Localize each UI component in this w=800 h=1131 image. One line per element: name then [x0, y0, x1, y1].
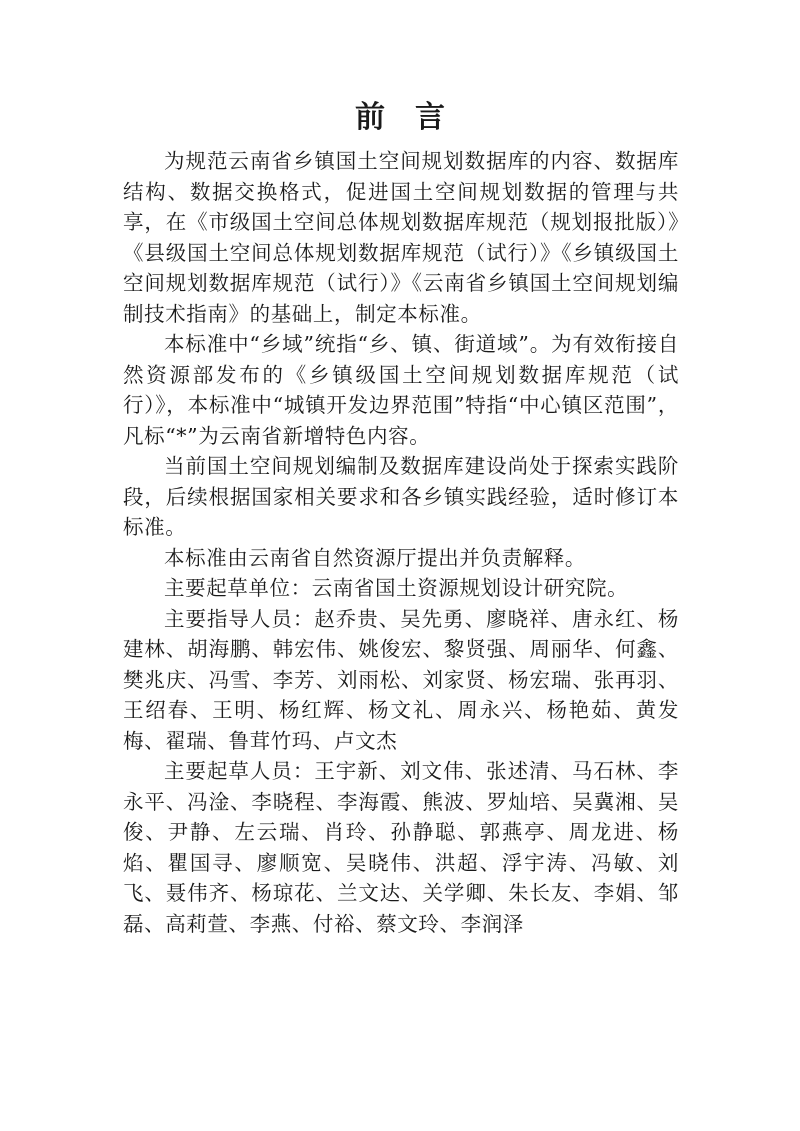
paragraph-interpretation: 本标准由云南省自然资源厅提出并负责解释。 [164, 545, 586, 570]
paragraph-revision: 当前国土空间规划编制及数据库建设尚处于探索实践阶段，后续根据国家相关要求和各乡镇实践经验，适时修订本标准。 [123, 454, 679, 539]
paragraph-purpose: 为规范云南省乡镇国土空间规划数据库的内容、数据库结构、数据交换格式，促进国土空间规划数据的管理与共享，在《市级国土空间总体规划数据库规范（规划报批版）》《县级国土空间总体规划数据库规范（试行）》《乡镇级国土空间规划数据库规范（试行）》《云南省乡镇国土空间规划编制技术指南》的基础上，制定本标准。 [123, 149, 679, 326]
page-title: 前 言 [355, 100, 445, 135]
paragraph-drafting-personnel: 主要起草人员：王宇新、刘文伟、张述清、马石林、李永平、冯淦、李晓程、李海霞、熊波、罗灿培、吴冀湘、吴俊、尹静、左云瑞、肖玲、孙静聪、郭燕亭、周龙进、杨焰、瞿国寻、廖顺宽、吴晓伟、洪超、浮宇涛、冯敏、刘飞、聂伟齐、杨琼花、兰文达、关学卿、朱长友、李娟、邹磊、高莉萱、李燕、付裕、蔡文玲、李润泽 [123, 759, 679, 936]
paragraph-drafting-unit: 主要起草单位：云南省国土资源规划设计研究院。 [164, 576, 629, 600]
paragraph-guidance-personnel: 主要指导人员：赵乔贵、吴先勇、廖晓祥、唐永红、杨建林、胡海鹏、韩宏伟、姚俊宏、黎贤强、周丽华、何鑫、樊兆庆、冯雪、李芳、刘雨松、刘家贤、杨宏瑞、张再羽、王绍春、王明、杨红辉、杨文礼、周永兴、杨艳茹、黄发梅、翟瑞、鲁茸竹玛、卢文杰 [123, 606, 679, 753]
body-text [123, 146, 679, 939]
paragraph-definitions: 本标准中“乡域”统指“乡、镇、街道域”。为有效衔接自然资源部发布的《乡镇级国土空间规划数据库规范（试行）》，本标准中“城镇开发边界范围”特指“中心镇区范围”，凡标“*”为云南省新增特色内容。 [123, 332, 679, 448]
